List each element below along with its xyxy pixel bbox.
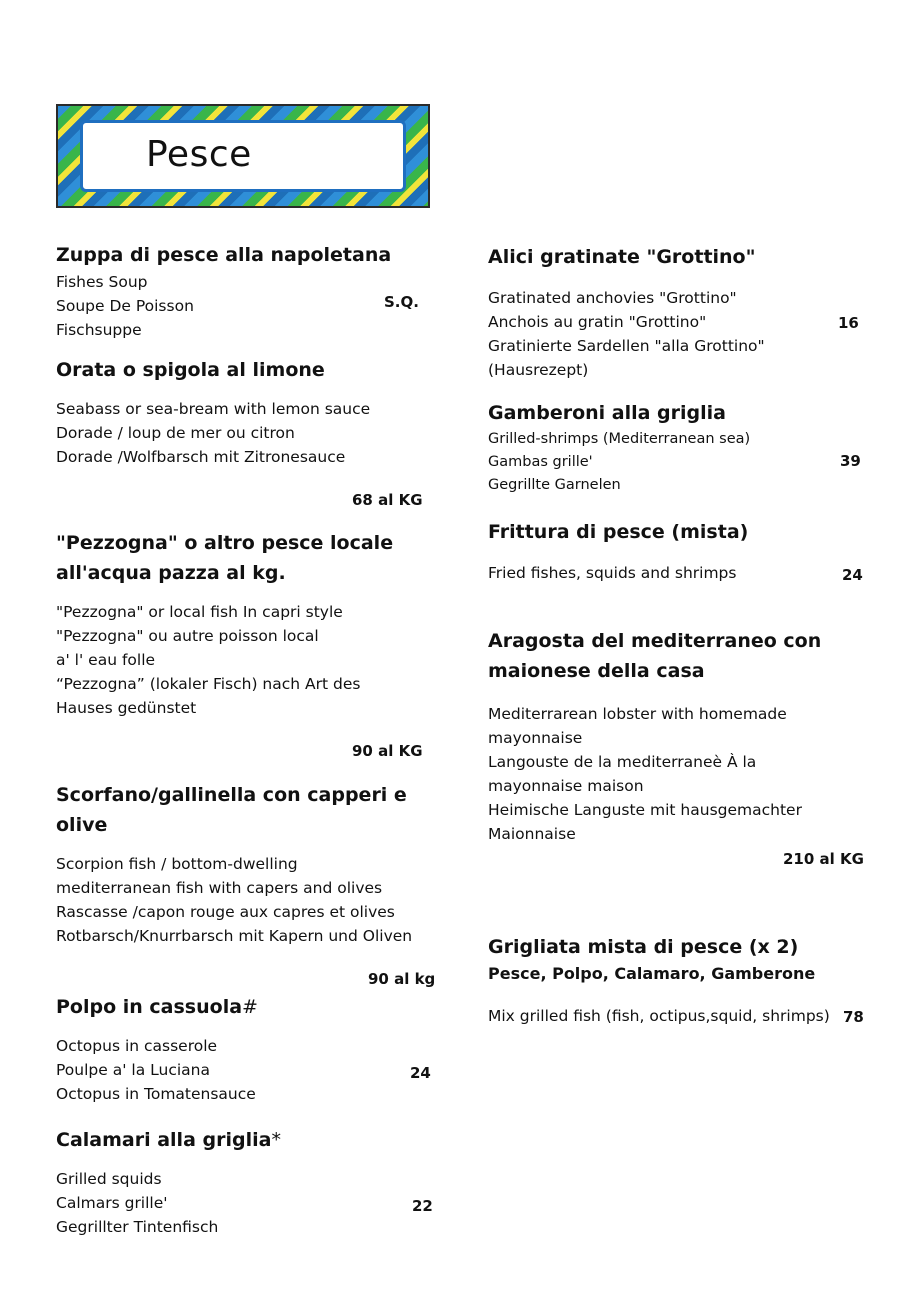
item-title: "Pezzogna" o altro pesce locale xyxy=(56,532,394,554)
item-desc: Rascasse /capon rouge aux capres et olives xyxy=(56,903,395,921)
item-title: maionese della casa xyxy=(488,660,705,682)
item-desc: Gegrillter Tintenfisch xyxy=(56,1218,219,1236)
item-price: 39 xyxy=(840,452,861,470)
menu-item-orata xyxy=(56,355,370,469)
page-title: Pesce xyxy=(146,134,252,175)
item-desc: Poulpe a' la Luciana xyxy=(56,1061,210,1079)
item-desc: Octopus in casserole xyxy=(56,1037,218,1055)
item-desc: Maionnaise xyxy=(488,825,576,843)
item-desc: Gegrillte Garnelen xyxy=(488,477,621,493)
item-desc: Grilled-shrimps (Mediterranean sea) xyxy=(488,431,751,447)
item-price: 68 al KG xyxy=(352,491,423,509)
item-desc: mayonnaise xyxy=(488,729,583,747)
item-title: Gamberoni alla griglia xyxy=(488,402,726,424)
item-title: Grigliata mista di pesce (x 2) xyxy=(488,936,799,958)
item-desc: Langouste de la mediterraneè À la xyxy=(488,753,757,771)
item-desc: mediterranean fish with capers and olives xyxy=(56,879,383,897)
item-desc: Octopus in Tomatensauce xyxy=(56,1085,256,1103)
item-title: Aragosta del mediterraneo con xyxy=(488,630,822,652)
item-title: Orata o spigola al limone xyxy=(56,359,325,381)
item-price: S.Q. xyxy=(384,293,419,311)
menu-item-zuppa xyxy=(56,240,391,342)
item-desc: Hauses gedünstet xyxy=(56,699,197,717)
menu-item-gamberoni xyxy=(488,398,750,497)
item-title: Calamari alla griglia* xyxy=(56,1129,281,1151)
item-desc: Grilled squids xyxy=(56,1170,162,1188)
item-title: Scorfano/gallinella con capperi e xyxy=(56,784,407,806)
item-desc: “Pezzogna” (lokaler Fisch) nach Art des xyxy=(56,675,361,693)
item-price: 24 xyxy=(842,566,863,584)
header-banner xyxy=(56,104,430,208)
item-desc: Seabass or sea-bream with lemon sauce xyxy=(56,400,371,418)
item-desc: mayonnaise maison xyxy=(488,777,644,795)
item-desc: Rotbarsch/Knurrbarsch mit Kapern und Oliven xyxy=(56,927,413,945)
menu-item-aragosta xyxy=(488,626,821,846)
item-desc: "Pezzogna" or local fish In capri style xyxy=(56,603,343,621)
item-desc: Soupe De Poisson xyxy=(56,297,194,315)
item-title: Alici gratinate "Grottino" xyxy=(488,246,756,268)
item-title: all'acqua pazza al kg. xyxy=(56,562,286,584)
item-desc: Scorpion fish / bottom-dwelling xyxy=(56,855,298,873)
item-desc: Gratinierte Sardellen "alla Grottino" xyxy=(488,337,765,355)
item-price: 16 xyxy=(838,314,859,332)
item-price: 90 al kg xyxy=(368,970,436,988)
item-desc: Gambas grille' xyxy=(488,454,593,470)
item-desc: Mediterrarean lobster with homemade xyxy=(488,705,787,723)
item-desc: Fishes Soup xyxy=(56,273,148,291)
item-price: 210 al KG xyxy=(783,850,864,868)
item-desc: Calmars grille' xyxy=(56,1194,168,1212)
menu-item-calamari xyxy=(56,1125,281,1239)
item-desc: Dorade /Wolfbarsch mit Zitronesauce xyxy=(56,448,346,466)
menu-item-scorfano xyxy=(56,780,412,948)
item-desc: a' l' eau folle xyxy=(56,651,156,669)
item-desc: Fischsuppe xyxy=(56,321,142,339)
item-desc: Mix grilled fish (fish, octipus,squid, shrimps) xyxy=(488,1007,830,1025)
item-title: olive xyxy=(56,814,108,836)
item-desc: (Hausrezept) xyxy=(488,361,589,379)
item-desc: Anchois au gratin "Grottino" xyxy=(488,313,707,331)
item-title: Frittura di pesce (mista) xyxy=(488,521,749,543)
item-desc: Dorade / loup de mer ou citron xyxy=(56,424,295,442)
item-price: 22 xyxy=(412,1197,433,1215)
item-desc: Heimische Languste mit hausgemachter xyxy=(488,801,802,819)
item-title: Zuppa di pesce alla napoletana xyxy=(56,244,392,266)
item-desc: Fried fishes, squids and shrimps xyxy=(488,564,737,582)
item-subtitle: Pesce, Polpo, Calamaro, Gamberone xyxy=(488,964,816,983)
menu-item-pezzogna xyxy=(56,528,393,720)
item-title: Polpo in cassuola# xyxy=(56,996,258,1018)
item-price: 90 al KG xyxy=(352,742,423,760)
item-price: 78 xyxy=(843,1008,864,1026)
item-price: 24 xyxy=(410,1064,431,1082)
menu-item-frittura xyxy=(488,517,748,585)
menu-item-grigliata xyxy=(488,932,830,1028)
menu-item-polpo xyxy=(56,992,258,1106)
item-desc: "Pezzogna" ou autre poisson local xyxy=(56,627,319,645)
menu-item-alici xyxy=(488,242,765,382)
item-desc: Gratinated anchovies "Grottino" xyxy=(488,289,737,307)
